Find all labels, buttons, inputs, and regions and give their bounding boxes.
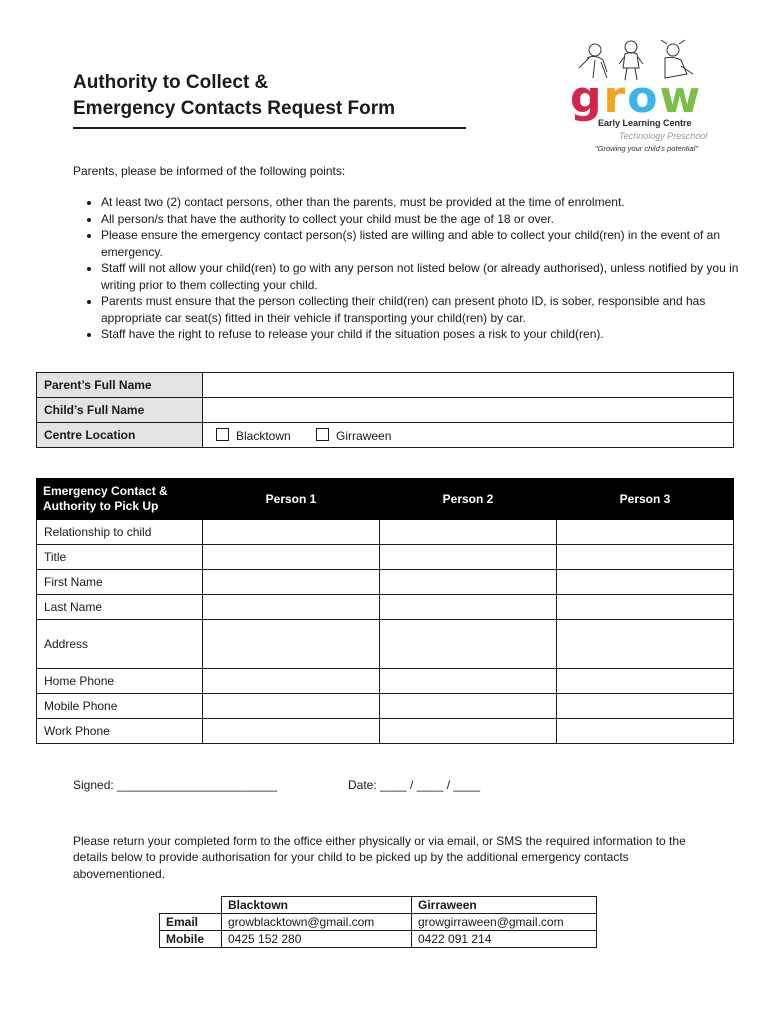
centre-location-field — [203, 423, 734, 448]
list-item: • Please ensure the emergency contact person(s) listed are willing and able to collect your child(ren) in the event of an emergency. — [101, 227, 741, 260]
contact-cell[interactable] — [203, 669, 380, 694]
parent-name-label: Parent’s Full Name — [37, 373, 203, 398]
contact-cell[interactable] — [557, 545, 734, 570]
title-line-2: Emergency Contacts Request Form — [73, 98, 396, 119]
row-label: Mobile Phone — [37, 694, 203, 719]
girraween-header: Girraween — [412, 897, 597, 914]
location-label: Blacktown — [236, 428, 291, 443]
contact-cell[interactable] — [557, 719, 734, 744]
empty-cell — [160, 897, 222, 914]
contact-cell[interactable] — [203, 719, 380, 744]
row-label: Home Phone — [37, 669, 203, 694]
centre-location-label: Centre Location — [37, 423, 203, 448]
centre-contacts-table — [159, 896, 597, 948]
contact-cell[interactable] — [203, 570, 380, 595]
contact-cell[interactable] — [380, 694, 557, 719]
intro-text: Parents, please be informed of the following points: — [73, 164, 346, 178]
table-row — [37, 694, 734, 719]
contact-cell[interactable] — [380, 719, 557, 744]
contact-cell[interactable] — [380, 669, 557, 694]
table-row — [37, 570, 734, 595]
table-row — [37, 669, 734, 694]
contact-cell[interactable] — [203, 545, 380, 570]
logo-letter: o — [627, 72, 660, 123]
row-label: First Name — [37, 570, 203, 595]
row-label: Last Name — [37, 595, 203, 620]
signature-line[interactable]: Signed: ________________________ — [73, 778, 278, 792]
child-name-label: Child’s Full Name — [37, 398, 203, 423]
contact-cell[interactable] — [203, 595, 380, 620]
contact-cell[interactable] — [380, 520, 557, 545]
row-label: Relationship to child — [37, 520, 203, 545]
list-item: • At least two (2) contact persons, other than the parents, must be provided at the time of enrolment. — [101, 194, 741, 211]
contact-cell[interactable] — [557, 694, 734, 719]
logo-subtitle: Early Learning Centre — [598, 118, 692, 128]
return-instructions: Please return your completed form to the office either physically or via email, or SMS the required information to the details below to provide authorisation for your child to be picked up by the additional emergency contacts abovementioned. — [73, 834, 686, 881]
list-item: • Staff will not allow your child(ren) to go with any person not listed below (or already authorised), unless notified by you in writing prior to them collecting your child. — [101, 260, 741, 293]
table-row — [37, 545, 734, 570]
logo-letter: g — [570, 72, 604, 123]
blacktown-header: Blacktown — [222, 897, 412, 914]
row-label: Address — [37, 620, 203, 669]
person-3-header: Person 3 — [557, 479, 734, 520]
girraween-mobile: 0422 091 214 — [412, 931, 597, 948]
row-label: Title — [37, 545, 203, 570]
checkbox-icon[interactable] — [216, 428, 229, 441]
person-2-header: Person 2 — [380, 479, 557, 520]
list-item: • All person/s that have the authority to collect your child must be the age of 18 or over. — [101, 211, 741, 228]
location-option-blacktown[interactable] — [210, 428, 291, 443]
logo-tagline: "Growing your child's potential" — [595, 144, 699, 153]
list-item: • Staff have the right to refuse to release your child if the situation poses a risk to your child(ren). — [101, 326, 741, 343]
contact-cell[interactable] — [203, 620, 380, 669]
email-label: Email — [160, 914, 222, 931]
logo-letter: r — [603, 72, 628, 123]
title-line-1: Authority to Collect & — [73, 72, 269, 93]
table-row — [37, 719, 734, 744]
table-row — [37, 620, 734, 669]
date-line[interactable]: Date: ____ / ____ / ____ — [348, 778, 481, 792]
contact-cell[interactable] — [557, 620, 734, 669]
person-1-header: Person 1 — [203, 479, 380, 520]
contact-cell[interactable] — [380, 570, 557, 595]
mobile-label: Mobile — [160, 931, 222, 948]
contact-cell[interactable] — [203, 694, 380, 719]
emergency-contacts-table — [36, 478, 734, 744]
table-row — [37, 595, 734, 620]
blacktown-mobile: 0425 152 280 — [222, 931, 412, 948]
girraween-email: growgirraween@gmail.com — [412, 914, 597, 931]
form-title — [73, 70, 466, 129]
logo-sub2: Technology Preschool — [619, 131, 708, 141]
checkbox-icon[interactable] — [316, 428, 329, 441]
logo-letter: w — [659, 72, 703, 123]
row-label: Work Phone — [37, 719, 203, 744]
contacts-header: Emergency Contact & Authority to Pick Up — [37, 479, 203, 520]
table-row — [37, 520, 734, 545]
points-list — [73, 194, 741, 343]
child-name-field[interactable] — [203, 398, 734, 423]
contact-cell[interactable] — [557, 520, 734, 545]
contact-cell[interactable] — [203, 520, 380, 545]
location-label: Girraween — [336, 428, 392, 443]
contact-cell[interactable] — [380, 620, 557, 669]
list-item: • Parents must ensure that the person collecting their child(ren) can present photo ID, is sober, responsible and has appropriate car seat(s) fitted in their vehicle if transporting your child(ren) by car. — [101, 293, 741, 326]
contact-cell[interactable] — [557, 669, 734, 694]
contact-cell[interactable] — [557, 595, 734, 620]
parent-name-field[interactable] — [203, 373, 734, 398]
location-option-girraween[interactable] — [310, 428, 391, 443]
blacktown-email: growblacktown@gmail.com — [222, 914, 412, 931]
contact-cell[interactable] — [380, 595, 557, 620]
contact-cell[interactable] — [380, 545, 557, 570]
grow-logo — [565, 38, 708, 156]
parent-info-table — [36, 372, 734, 448]
contact-cell[interactable] — [557, 570, 734, 595]
